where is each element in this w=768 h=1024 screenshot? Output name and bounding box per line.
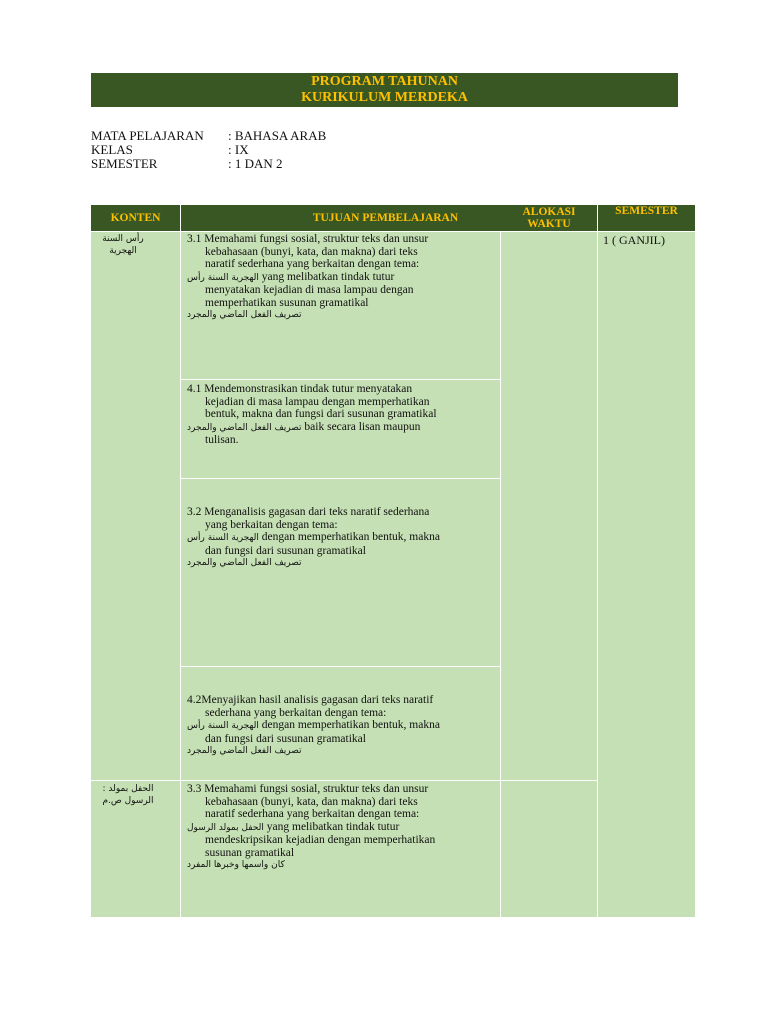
row-divider	[181, 379, 500, 380]
objective-line: susunan gramatikal	[205, 846, 295, 859]
arabic-theme: الهجرية السنة رأس	[187, 533, 259, 543]
header-tujuan: TUJUAN PEMBELAJARAN	[181, 205, 590, 231]
arabic-theme: الهجرية السنة رأس	[187, 272, 259, 283]
arabic-grammar: تصريف الفعل الماضي والمجرد	[187, 558, 302, 568]
konten-1	[95, 233, 151, 257]
objective-line	[187, 421, 492, 435]
objective-text: dengan memperhatikan bentuk, makna	[261, 531, 440, 543]
objective-line: memperhatikan susunan gramatikal	[205, 296, 369, 309]
objective-line: 3.3 Memahami fungsi sosial, struktur teks dan unsur	[187, 783, 429, 795]
objective-text: baik secara lisan maupun	[304, 420, 421, 433]
objective-line	[187, 531, 492, 545]
konten-2	[93, 783, 163, 807]
header-konten: KONTEN	[91, 205, 180, 231]
meta-row-semester	[91, 157, 326, 171]
objective-line: kejadian di masa lampau dengan memperhatikan	[205, 395, 430, 408]
objective-line: sederhana yang berkaitan dengan tema:	[205, 706, 387, 719]
meta-row-subject	[91, 129, 326, 143]
objective-line: kebahasaan (bunyi, kata, dan makna) dari teks	[205, 245, 418, 258]
objective-line	[187, 821, 492, 835]
konten-2-line-1: الحفل بمولد :	[102, 784, 154, 794]
objective-3-3	[187, 783, 492, 872]
document-title	[91, 73, 678, 107]
row-divider	[181, 666, 500, 667]
objective-text: dengan memperhatikan bentuk, makna	[261, 719, 440, 731]
meta-value: : IX	[228, 142, 249, 157]
objective-3-1	[187, 233, 492, 322]
document-meta	[91, 129, 326, 171]
objective-text: yang melibatkan tindak tutur	[266, 820, 400, 833]
meta-row-class	[91, 143, 326, 157]
objective-line: bentuk, makna dan fungsi dari susunan gramatikal	[205, 408, 437, 420]
konten-column	[91, 232, 180, 917]
konten-1-line-2: الهجرية	[109, 246, 137, 256]
objective-3-2	[187, 506, 492, 570]
objective-4-2	[187, 694, 492, 758]
objective-line	[187, 271, 492, 285]
objective-line: tulisan.	[205, 434, 239, 446]
arabic-grammar: تصريف الفعل الماضي والمجرد	[187, 746, 302, 756]
semester-value: 1 ( GANJIL)	[603, 233, 665, 247]
arabic-grammar: كان واسمها وخبرها المفرد	[187, 860, 285, 870]
objective-line: 3.1 Memahami fungsi sosial, struktur teks dan unsur	[187, 233, 429, 245]
objective-line: 3.2 Menganalisis gagasan dari teks naratif sederhana	[187, 506, 430, 518]
meta-value: : BAHASA ARAB	[228, 128, 327, 143]
konten-2-line-2: الرسول ص.م	[102, 796, 154, 806]
objective-line: menyatakan kejadian di masa lampau dengan	[205, 284, 414, 296]
title-line-1: PROGRAM TAHUNAN	[311, 74, 458, 89]
meta-key: SEMESTER	[91, 156, 158, 171]
objective-line: dan fungsi dari susunan gramatikal	[205, 544, 366, 557]
objective-line: naratif sederhana yang berkaitan dengan tema:	[205, 258, 420, 270]
objective-line: naratif sederhana yang berkaitan dengan tema:	[205, 808, 420, 820]
objective-text: yang melibatkan tindak tutur	[261, 270, 395, 283]
semester-column	[598, 232, 695, 917]
objective-line: yang berkaitan dengan tema:	[205, 518, 338, 531]
arabic-theme: الحفل بمولد الرسول	[187, 822, 264, 833]
objective-4-1	[187, 383, 492, 447]
meta-value: : 1 DAN 2	[228, 156, 283, 171]
objective-line: dan fungsi dari susunan gramatikal	[205, 732, 366, 745]
arabic-grammar: تصريف الفعل الماضي والمجرد	[187, 422, 302, 433]
title-line-2: KURIKULUM MERDEKA	[301, 90, 468, 105]
header-semester: SEMESTER	[598, 205, 695, 231]
objective-line	[187, 719, 492, 733]
row-divider	[91, 780, 597, 781]
objective-line: mendeskripsikan kejadian dengan memperhatikan	[205, 834, 436, 846]
arabic-theme: الهجرية السنة رأس	[187, 721, 259, 731]
objective-line: 4.2Menyajikan hasil analisis gagasan dari teks naratif	[187, 694, 434, 706]
header-alokasi: ALOKASI WAKTU	[501, 205, 597, 231]
meta-key: KELAS	[91, 142, 133, 157]
row-divider	[181, 478, 500, 479]
arabic-grammar: تصريف الفعل الماضي والمجرد	[187, 310, 302, 320]
alokasi-column	[501, 232, 597, 917]
konten-1-line-1: رأس السنة	[102, 234, 144, 244]
objective-line: 4.1 Mendemonstrasikan tindak tutur menyatakan	[187, 383, 413, 395]
objective-line: kebahasaan (bunyi, kata, dan makna) dari teks	[205, 795, 418, 808]
program-table	[91, 205, 695, 917]
meta-key: MATA PELAJARAN	[91, 128, 204, 143]
